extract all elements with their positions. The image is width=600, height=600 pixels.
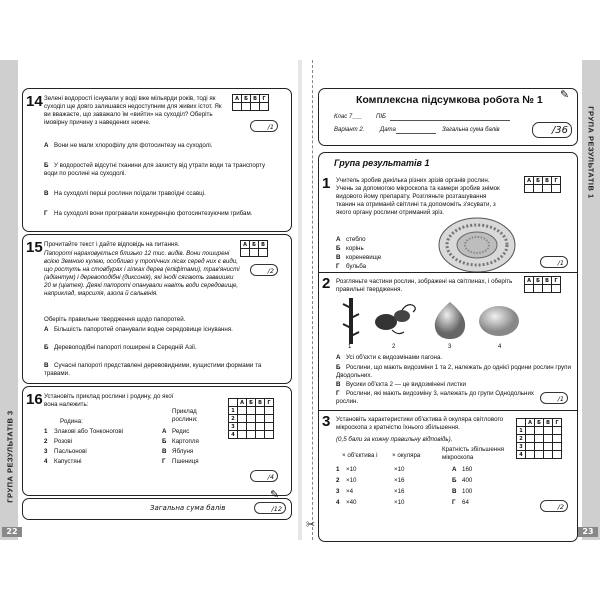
group-title: Група результатів 1 (334, 158, 430, 168)
question-1-text: Учитель зробив декілька різних зрізів органів рослин. Учень за допомогою мікроскопа та камери зробив знімок видового йому препарату. Розгляньте розташування тканин на отриманій світлині та допоможіть з'ясувати, з якого органу рослини отриманий зріз. (336, 177, 500, 216)
q2-divider (318, 410, 578, 411)
question-15-score: /2 (250, 264, 278, 276)
right-total-score: /36 (532, 122, 572, 138)
question-14-option-b[interactable]: Б У водоростей відсутні тканини для захисту від утрати води та транспорту води по рослині на суходолі. (44, 162, 266, 177)
question-15-option-c[interactable]: В Сучасні папороті представлені деревовидними, кущистими формами та травами. (44, 362, 262, 377)
question-16-example-c: В Яблуня (162, 448, 194, 455)
q3-row-2: 2 ×10 ×16 (336, 477, 405, 484)
q3-mag-a: А 160 (452, 466, 473, 473)
left-side-label: ГРУПА РЕЗУЛЬТАТІВ 3 (5, 410, 15, 503)
question-15-option-b[interactable]: Б Деревоподібні папороті поширені в Середній Азії. (44, 344, 197, 351)
question-2-option-c[interactable]: В Вусики об'єкта 2 — це видозмінені листки (336, 381, 466, 388)
q3-mag-b: Б 400 (452, 477, 473, 484)
variant-label: Варіант 2. (334, 127, 365, 133)
left-total-label: Загальна сума балів (150, 504, 226, 512)
question-2-text: Розгляньте частини рослин, зображені на світлинах, і оберіть правильні твердження. (336, 278, 513, 293)
question-14-score: /1 (250, 120, 278, 132)
question-2-number: 2 (322, 275, 331, 292)
onion-image (432, 300, 468, 340)
date-field[interactable] (396, 133, 436, 134)
pea-tendril-image (372, 300, 418, 340)
pib-field[interactable] (390, 120, 510, 121)
q3-row-1: 1 ×10 ×10 (336, 466, 405, 473)
right-total-label: Загальна сума балів (442, 127, 500, 133)
question-14-option-c[interactable]: В На суходолі перші рослини поїдали травоїдні ссавці. (44, 190, 206, 197)
question-15-passage: Папороті нараховується близько 12 тис. видів. Вони поширені всією Земною кулею, особливо у тропічних лісах серед них є види, що ростуть на стовбурах і гілках дерев (епіфітами), трав'янисті (адіантум) і деревоподібні (диксонія), які іноді сягають заввишки 20 м (ціатея). Деякі папороті опанували навіть води середовище, наприклад, марсилія, азола й сальвінія. (44, 250, 240, 297)
question-16-family-2: 2 Розові (44, 438, 73, 445)
date-label: Дата (380, 127, 396, 133)
q3-mag-d: Г 64 (452, 499, 469, 506)
question-3-note: (0,5 бали за кожну правильну відповідь). (336, 436, 453, 443)
q3-mag-c: В 100 (452, 488, 473, 495)
question-16-family-3: 3 Пасльонові (44, 448, 87, 455)
q1-divider (318, 272, 578, 273)
question-16-example-a: А Редис (162, 428, 190, 435)
cut-line (312, 60, 313, 540)
question-3-col1-header: × об'єктива і (342, 452, 378, 459)
question-16-family-4: 4 Капустяні (44, 458, 82, 465)
q3-row-4: 4 ×40 ×10 (336, 499, 405, 506)
question-15-option-a[interactable]: А Більшість папоротей опанували водне середовище існування. (44, 326, 233, 333)
question-3-number: 3 (322, 413, 331, 430)
question-14-option-a[interactable]: А Вони не мали хлорофілу для фотосинтезу на суходолі. (44, 142, 213, 149)
question-15-instruction: Оберіть правильне твердження щодо папоротей. (44, 316, 186, 323)
question-2-score: /1 (540, 392, 568, 404)
question-15-number: 15 (26, 239, 43, 256)
left-total-score: /12 (254, 502, 286, 514)
scissors-icon: ✂ (306, 518, 316, 531)
q3-row-3: 3 ×4 ×16 (336, 488, 405, 495)
question-14-option-d[interactable]: Г На суходолі вони програвали конкуренцію фотосинтезуючим грибам. (44, 210, 253, 217)
question-2-answer-grid[interactable]: А Б В Г (524, 276, 561, 293)
question-16-number: 16 (26, 391, 43, 408)
right-page-number: 23 (578, 527, 598, 537)
pib-label: ПІБ (376, 114, 386, 120)
pencil-icon-header: ✎ (560, 88, 570, 101)
question-1-answer-grid[interactable]: А Б В Г (524, 176, 561, 193)
question-15-text: Прочитайте текст і дайте відповідь на питання. (44, 241, 180, 248)
question-1-number: 1 (322, 175, 331, 192)
question-3-col2-header: × окуляра (392, 452, 421, 459)
page-title: Комплексна підсумкова робота № 1 (356, 94, 543, 106)
question-3-score: /2 (540, 500, 568, 512)
question-3-col3-header: Кратність збільшення мікроскопа (442, 446, 504, 461)
thorn-stem-image (340, 298, 362, 344)
question-2-option-a[interactable]: А Усі об'єкти є видозмінами пагона. (336, 354, 443, 361)
question-16-family-header: Родина: (60, 418, 83, 425)
question-14-text: Зелені водорості існували у воді вже мільярди років, тоді як суходіл ще довго залишався недоступним для живих істот. Як ви вважаєте, що заважало їм «вийти» на суходіл? Оберіть імовірну причину з наведених нижче. (44, 95, 222, 126)
question-2-option-b[interactable]: Б Рослини, що мають видозміни 1 та 2, належать до однієї родини рослин групи Дводольних. (336, 364, 571, 379)
question-1-option-d[interactable]: Г бульба (336, 263, 367, 270)
question-16-example-b: Б Картопля (162, 438, 199, 445)
image-label-1: 1 (348, 344, 352, 350)
image-label-3: 3 (448, 344, 452, 350)
question-3-answer-grid[interactable]: А Б В Г 1 2 3 4 (516, 418, 562, 459)
question-16-text: Установіть приклад рослини і родину, до якої вона належить: (44, 393, 174, 408)
question-1-option-a[interactable]: А стебло (336, 236, 366, 243)
image-label-4: 4 (498, 344, 502, 350)
class-label: Клас 7___ (334, 114, 363, 120)
question-15-answer-grid[interactable]: А Б В (240, 240, 268, 257)
page-fold (298, 60, 302, 540)
potato-image (478, 304, 520, 338)
question-1-score: /1 (540, 256, 568, 268)
question-1-option-c[interactable]: В кореневище (336, 254, 382, 261)
question-16-example-header: Приклад рослини: (172, 408, 198, 423)
question-16-answer-grid[interactable]: А Б В Г 1 2 3 4 (228, 398, 274, 439)
question-16-example-d: Г Пшениця (162, 458, 199, 465)
stem-cross-section-image (436, 216, 518, 274)
left-page-number: 22 (2, 527, 22, 537)
question-14-answer-grid[interactable]: А Б В Г (232, 94, 269, 111)
image-label-2: 2 (392, 344, 396, 350)
question-2-option-d[interactable]: Г Рослини, які мають видозміну 3, належать до групи Однодольних рослин. (336, 390, 535, 405)
pencil-icon: ✎ (270, 488, 280, 501)
right-side-label: ГРУПА РЕЗУЛЬТАТІВ 1 (586, 106, 596, 199)
question-3-text: Установіть характеристики об'єктива й окуляра світлового мікроскопа з кратністю їхнього збільшення. (336, 416, 504, 431)
question-16-family-1: 1 Злакові або Тонконогові (44, 428, 123, 435)
question-14-number: 14 (26, 93, 43, 110)
question-1-option-b[interactable]: Б корінь (336, 245, 364, 252)
question-16-score: /4 (250, 470, 278, 482)
